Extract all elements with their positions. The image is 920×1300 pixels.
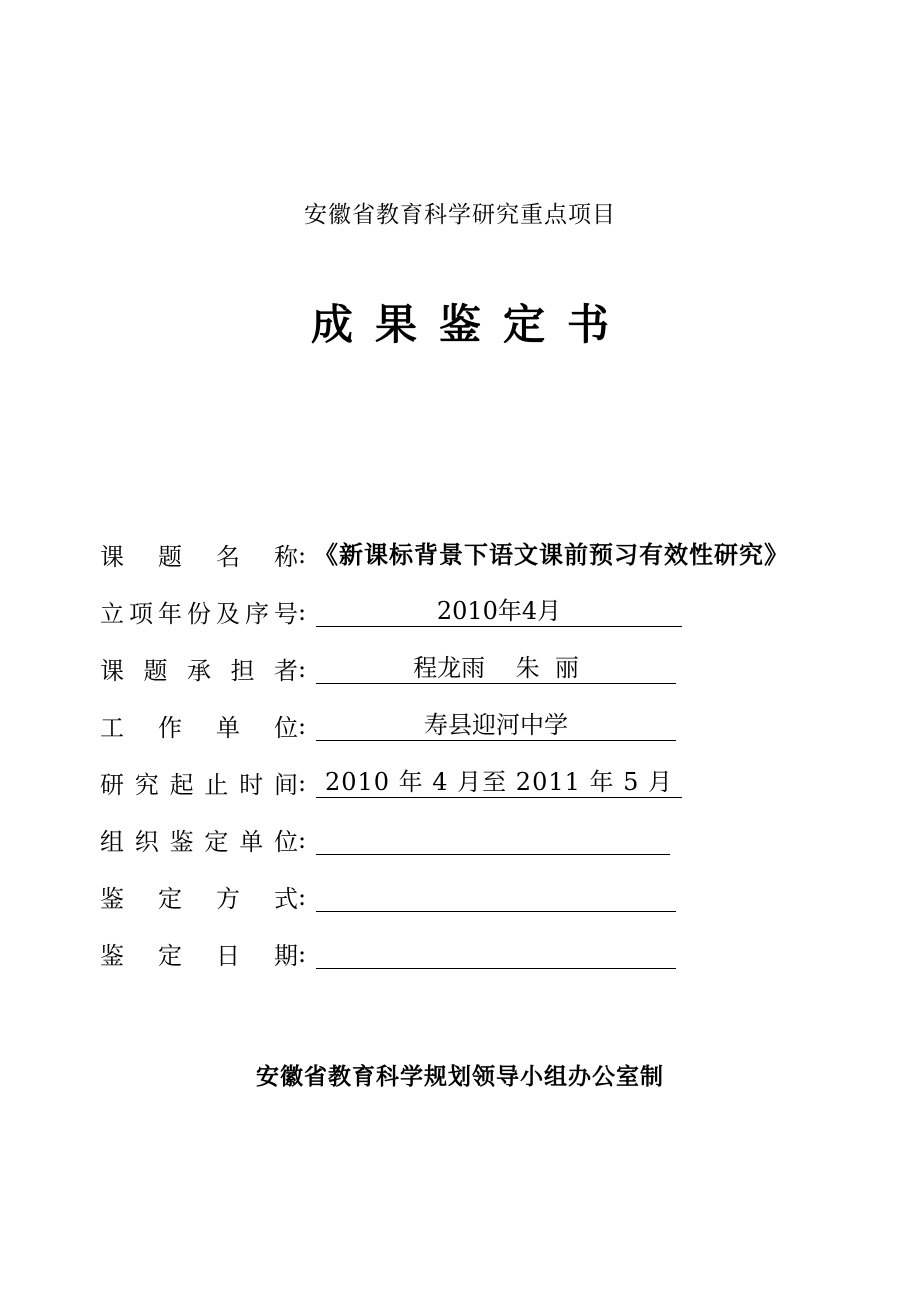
label-char: 织	[134, 828, 159, 856]
field-work-unit	[100, 697, 860, 754]
field-colon: :	[298, 711, 307, 740]
label-char: 承	[187, 657, 211, 685]
field-appraisal-method	[100, 868, 860, 925]
field-colon: :	[298, 768, 307, 797]
field-value: 2010年4月	[316, 596, 682, 627]
field-label	[100, 765, 298, 800]
label-char: 序	[245, 600, 269, 628]
label-char: 作	[158, 714, 182, 742]
field-colon: :	[298, 540, 307, 569]
field-colon: :	[298, 939, 307, 968]
label-char: 日	[216, 942, 240, 970]
field-value: 《新课标背景下语文课前预习有效性研究》	[314, 539, 789, 569]
field-project-name	[100, 526, 860, 583]
field-research-period	[100, 754, 860, 811]
field-value	[316, 824, 670, 855]
document-title: 成果鉴定书	[310, 300, 631, 349]
label-char: 定	[158, 942, 182, 970]
label-char: 组	[100, 828, 124, 856]
label-char: 间	[273, 771, 298, 799]
label-char: 单	[216, 714, 240, 742]
label-char: 份	[187, 600, 211, 628]
field-approval-year	[100, 583, 860, 640]
label-char: 年	[158, 600, 182, 628]
field-value: 寿县迎河中学	[316, 710, 676, 741]
label-char: 时	[239, 771, 264, 799]
label-char: 方	[216, 885, 240, 913]
label-char: 称	[274, 543, 298, 571]
label-char: 工	[100, 714, 124, 742]
label-char: 究	[134, 771, 159, 799]
label-char: 定	[204, 828, 229, 856]
label-char: 题	[143, 657, 168, 685]
label-char: 项	[129, 600, 153, 628]
label-char: 单	[239, 828, 264, 856]
field-value	[316, 881, 676, 912]
label-char: 鉴	[100, 885, 124, 913]
label-char: 研	[100, 771, 124, 799]
label-char: 号	[274, 600, 298, 628]
field-undertaker	[100, 640, 860, 697]
label-char: 定	[158, 885, 182, 913]
label-char: 立	[100, 600, 124, 628]
field-colon: :	[298, 597, 307, 626]
field-label	[100, 822, 298, 857]
label-char: 者	[274, 657, 298, 685]
field-label	[100, 936, 298, 971]
label-char: 鉴	[100, 942, 124, 970]
field-label	[100, 879, 298, 914]
label-char: 题	[158, 543, 182, 571]
document-footer: 安徽省教育科学规划领导小组办公室制	[256, 1063, 664, 1090]
field-appraisal-org	[100, 811, 860, 868]
field-value	[316, 938, 676, 969]
label-char: 位	[273, 828, 298, 856]
field-label	[100, 594, 298, 629]
field-value: 2010 年 4 月至 2011 年 5 月	[316, 767, 682, 798]
document-header: 安徽省教育科学研究重点项目	[304, 202, 616, 228]
field-label	[100, 651, 298, 686]
field-appraisal-date	[100, 925, 860, 982]
field-colon: :	[298, 654, 307, 683]
label-char: 担	[230, 657, 255, 685]
field-value: 程龙雨 朱 丽	[316, 653, 676, 684]
label-char: 式	[274, 885, 298, 913]
form-fields	[100, 526, 860, 982]
field-colon: :	[298, 825, 307, 854]
label-char: 止	[204, 771, 229, 799]
label-char: 期	[274, 942, 298, 970]
field-label	[100, 708, 298, 743]
label-char: 及	[216, 600, 240, 628]
label-char: 名	[216, 543, 240, 571]
label-char: 课	[100, 543, 124, 571]
label-char: 位	[274, 714, 298, 742]
label-char: 鉴	[169, 828, 194, 856]
label-char: 课	[100, 657, 124, 685]
field-colon: :	[298, 882, 307, 911]
label-char: 起	[169, 771, 194, 799]
field-label	[100, 537, 298, 572]
